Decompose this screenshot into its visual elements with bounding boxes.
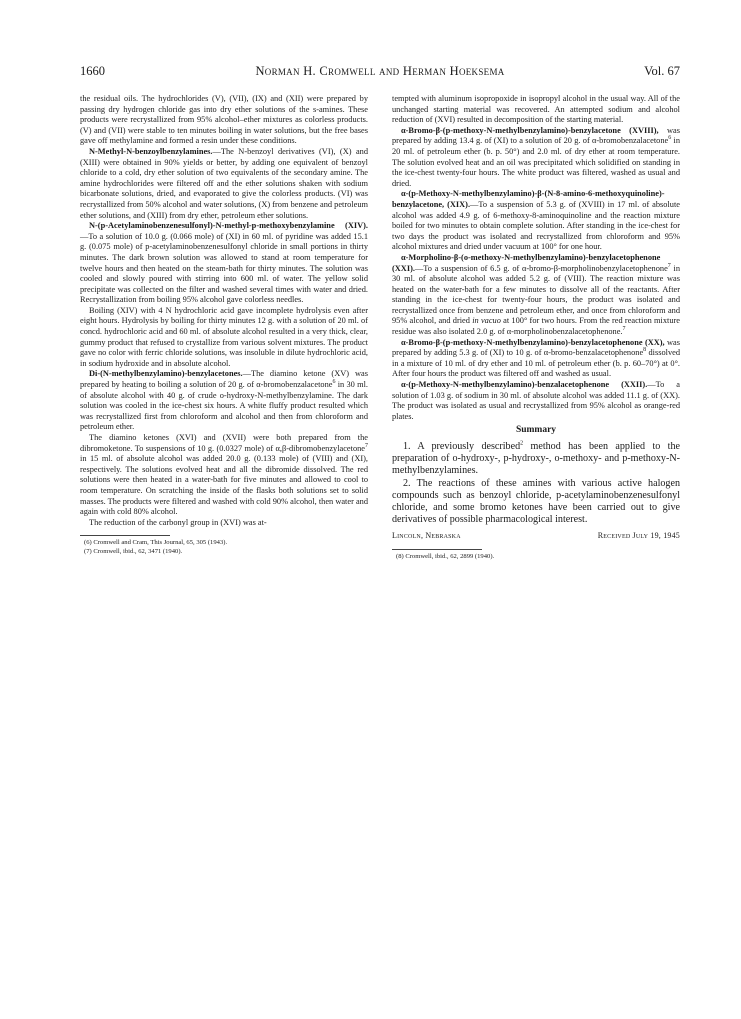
footnote-6: (6) Cromwell and Cram, This Journal, 65, 305 (1943). [84,539,228,547]
section-heading: α-Morpholino-β-(o-methoxy-N-methylbenzylamino)-benzylacetophenone (XXI). [392,252,661,273]
footnote-ref: 8 [643,347,647,354]
section-heading: Di-(N-methylbenzylamino)-benzylacetones. [89,369,243,379]
paragraph-bromo-xx: α-Bromo-β-(p-methoxy-N-methylbenzylamino)-benzylacetophenone (XX), was prepared by adding 5.3 g. of (XI) to 10 g. of α-bromo-benzalacetophenone$^8$ dissolved in a mixture of 10 ml. of dry ether and 10 ml. of petroleum ether (b. p. 60–70°) at 0°. After four hours the product was filtered off and washed as usual. [392,337,680,379]
paragraph-benzoyl: N-Methyl-N-benzoylbenzylamines.—The N-benzoyl derivatives (VI), (X) and (XIII) were obtained in 90% yields or better, by adding one equivalent of benzoyl chloride to a cold, dry ether solution of two equivalents of the secondary amine. The amine hydrochlorides were filtered off and the ether solutions shaken with sodium bicarbonate solutions, dried, and evaporated to give the colorless products. (VI) was recrystallized from 50% alcohol and water solutions, (X) from benzene and petroleum ether solutions, and (XIII) from dry ether, petroleum ether solutions. [80,146,368,220]
paragraph-xxii: α-(p-Methoxy-N-methylbenzylamino)-benzalacetophenone (XXII).—To a solution of 1.03 g. of sodium in 30 ml. of absolute alcohol was added 11.1 g. of (XX). The product was isolated as usual and recrystallized from 95% alcohol as orange-red plates. [392,380,680,421]
summary-heading: Summary [515,425,557,436]
paragraph-sulfonyl: N-(p-Acetylaminobenzenesulfonyl)-N-methyl-p-methoxybenzylamine (XIV).—To a solution of 10.0 g. (0.066 mole) of (XI) in 60 ml. of pyridine was added 15.1 g. (0.075 mole) of p-acetylaminobenzenesulfonyl chloride in small portions in thirty minutes. The dark brown solution was allowed to stand at room temperature for twelve hours and then heated on the steam-bath for thirty minutes. The solution was cooled and slowly poured with stirring into 600 ml. of water. The yellow solid precipitate was collected on the filter and washed several times with water and dried. Recrystallization from boiling 95% alcohol gave colorless needles. [80,221,368,305]
footnote-8: (8) Cromwell, ibid., 62, 2899 (1940). [396,553,495,561]
page-number: 1660 [80,64,105,78]
paragraph-hydrolysis: Boiling (XIV) with 4 N hydrochloric acid gave incomplete hydrolysis even after eight hours. Hydrolysis by boiling for thirty minutes 12 g. with a solution of 20 ml. of concd. hydrochloric acid and 60 ml. of absolute alcohol resulted in a very thick, clear, gummy product that refused to crystallize from various solvent mixtures. The product gave no color with ferric chloride solutions, was insoluble in dilute hydrochloric acid, in sodium hydroxide and in absolute alcohol. [80,305,368,368]
paragraph-reduction: The reduction of the carbonyl group in (XVI) was at- [89,517,267,527]
paragraph-morpholino-xxi: α-Morpholino-β-(o-methoxy-N-methylbenzylamino)-benzylacetophenone (XXI).—To a suspension of 6.5 g. of α-bromo-β-morpholinobenzylacetophenone$^7$ in 30 ml. of absolute alcohol was added 5.2 g. of (VIII). The reaction mixture was heated on the water-bath for a few minutes to dissolve all of the reactants. After standing in the ice-chest for twenty-four hours, the product was isolated and recrystallized once from benzene and petroleum ether, and once from chloroform and 95% alcohol, and dried in vacuo at 100° for two hours. From the red reaction mixture residue was also isolated 2.0 g. of α-morpholinobenzalacetophenone.$^7$ [392,252,680,337]
volume-label: Vol. 67 [644,64,680,78]
paragraph-diamino: The diamino ketones (XVI) and (XVII) were both prepared from the dibromoketone. To suspensions of 10 g. (0.0327 mole) of α,β-dibromobenzylacetone$^7$ in 15 ml. of absolute alcohol was added 20.0 g. (0.133 mole) of (VIII) and (XI), respectively. The solutions evolved heat and all the dibromide dissolved. The red solutions were then heated in a water-bath for five minutes and allowed to cool to room temperature. On scratching the inside of the flasks both solutions set to solid masses. The products were filtered and washed with cold 90% alcohol, then water and again with cold 80% alcohol. [80,433,368,517]
received-line [392,531,680,542]
section-heading: α-(p-Methoxy-N-methylbenzylamino)-benzalacetophenone (XXII). [401,380,648,390]
paragraph-bromo-xviii: α-Bromo-β-(p-methoxy-N-methylbenzylamino)-benzylacetone (XVIII), was prepared by adding 13.4 g. of (XI) to a solution of 20 g. of α-bromobenzalacetone$^6$ in 20 ml. of petroleum ether (b. p. 50°) and 2.0 ml. of dry ether at room temperature. The solution evolved heat and an oil was precipitated which solidified on standing in the ice-chest twenty-four hours. The white product was filtered, washed as usual and dried. [392,125,681,188]
location: Lincoln, Nebraska [392,531,461,541]
footnote-ref: 6 [332,379,336,386]
running-title: Norman H. Cromwell and Herman Hoeksema [255,64,505,78]
section-heading: α-Bromo-β-(p-methoxy-N-methylbenzylamino)-benzylacetophenone (XX), [401,337,665,347]
paragraph-quinoline-xix: α-(p-Methoxy-N-methylbenzylamino)-β-(N-8-amino-6-methoxyquinoline)-benzylacetone, (XIX).—To a suspension of 5.3 g. of (XVIII) in 17 ml. of absolute alcohol was added 4.9 g. of 6-methoxy-8-aminoquinoline and the reaction mixture boiled for two minutes to obtain complete solution. After standing in the ice-chest for two days the product was isolated and recrystallized from chloroform and 95% alcohol mixtures and dried under vacuum at 100° for one hour. [392,189,680,252]
right-column [392,94,680,562]
footnote-7: (7) Cromwell, ibid., 62, 3471 (1940). [84,547,183,555]
footnote-ref: 7 [365,442,368,449]
footnote-ref: 7 [622,326,626,333]
footnote-ref: 2 [520,440,524,447]
section-heading: N-(p-Acetylaminobenzenesulfonyl)-N-methyl-p-methoxybenzylamine (XIV). [89,221,368,231]
summary-item-1: 1. A previously described$^2$ method has been applied to the preparation of o-hydroxy-, p-hydroxy-, o-methoxy- and p-methoxy-N-methylbenzylamines. [392,440,680,477]
received-date: Received July 19, 1945 [597,531,680,541]
footnote-ref: 7 [667,262,671,269]
section-heading: α-(p-Methoxy-N-methylbenzylamino)-β-(N-8-amino-6-methoxyquinoline)-benzylacetone, (XIX). [392,189,665,209]
footnote-divider [392,549,482,550]
footnote-divider [80,535,170,536]
footnote-ref: 6 [668,135,672,142]
paragraph-isopropoxide: tempted with aluminum isopropoxide in isopropyl alcohol in the usual way. All of the unchanged starting material was recovered. An attempted sodium and alcohol reduction of (XVI) resulted in decomposition of the starting material. [392,94,680,125]
running-header [80,64,680,82]
summary-item-2: 2. The reactions of these amines with various active halogen compounds such as benzoyl chloride, p-acetylaminobenzenesulfonyl chloride, and some bromo ketones have been carried out to give derivatives of possible pharmacological interest. [392,477,680,526]
section-heading: α-Bromo-β-(p-methoxy-N-methylbenzylamino)-benzylacetone (XVIII), [401,125,659,135]
section-heading: N-Methyl-N-benzoylbenzylamines. [89,146,213,156]
paragraph-hydrochlorides: the residual oils. The hydrochlorides (V), (VII), (IX) and (XII) were prepared by passing dry hydrogen chloride gas into dry ether solutions of the s-amines. These products were recrystallized from 95% alcohol–ether mixtures as colorless products. (V) and (VII) were stable to ten minutes boiling in water solutions, but the free bases gave off methylamine and formed a resin under these conditions. [80,94,368,146]
paragraph-benzylacetones: Di-(N-methylbenzylamino)-benzylacetones.—The diamino ketone (XV) was prepared by heating to boiling a solution of 20 g. of α-bromobenzalacetone$^6$ in 30 ml. of absolute alcohol with 40 g. of crude o-hydroxy-N-methylbenzylamine. The dark solution was cooled in the ice-chest six hours. A white fluffy product resulted which was recrystallized first from chloroform and alcohol and then from chloroform and petroleum ether. [80,369,368,432]
summary-section [392,441,680,526]
left-column [80,94,368,556]
